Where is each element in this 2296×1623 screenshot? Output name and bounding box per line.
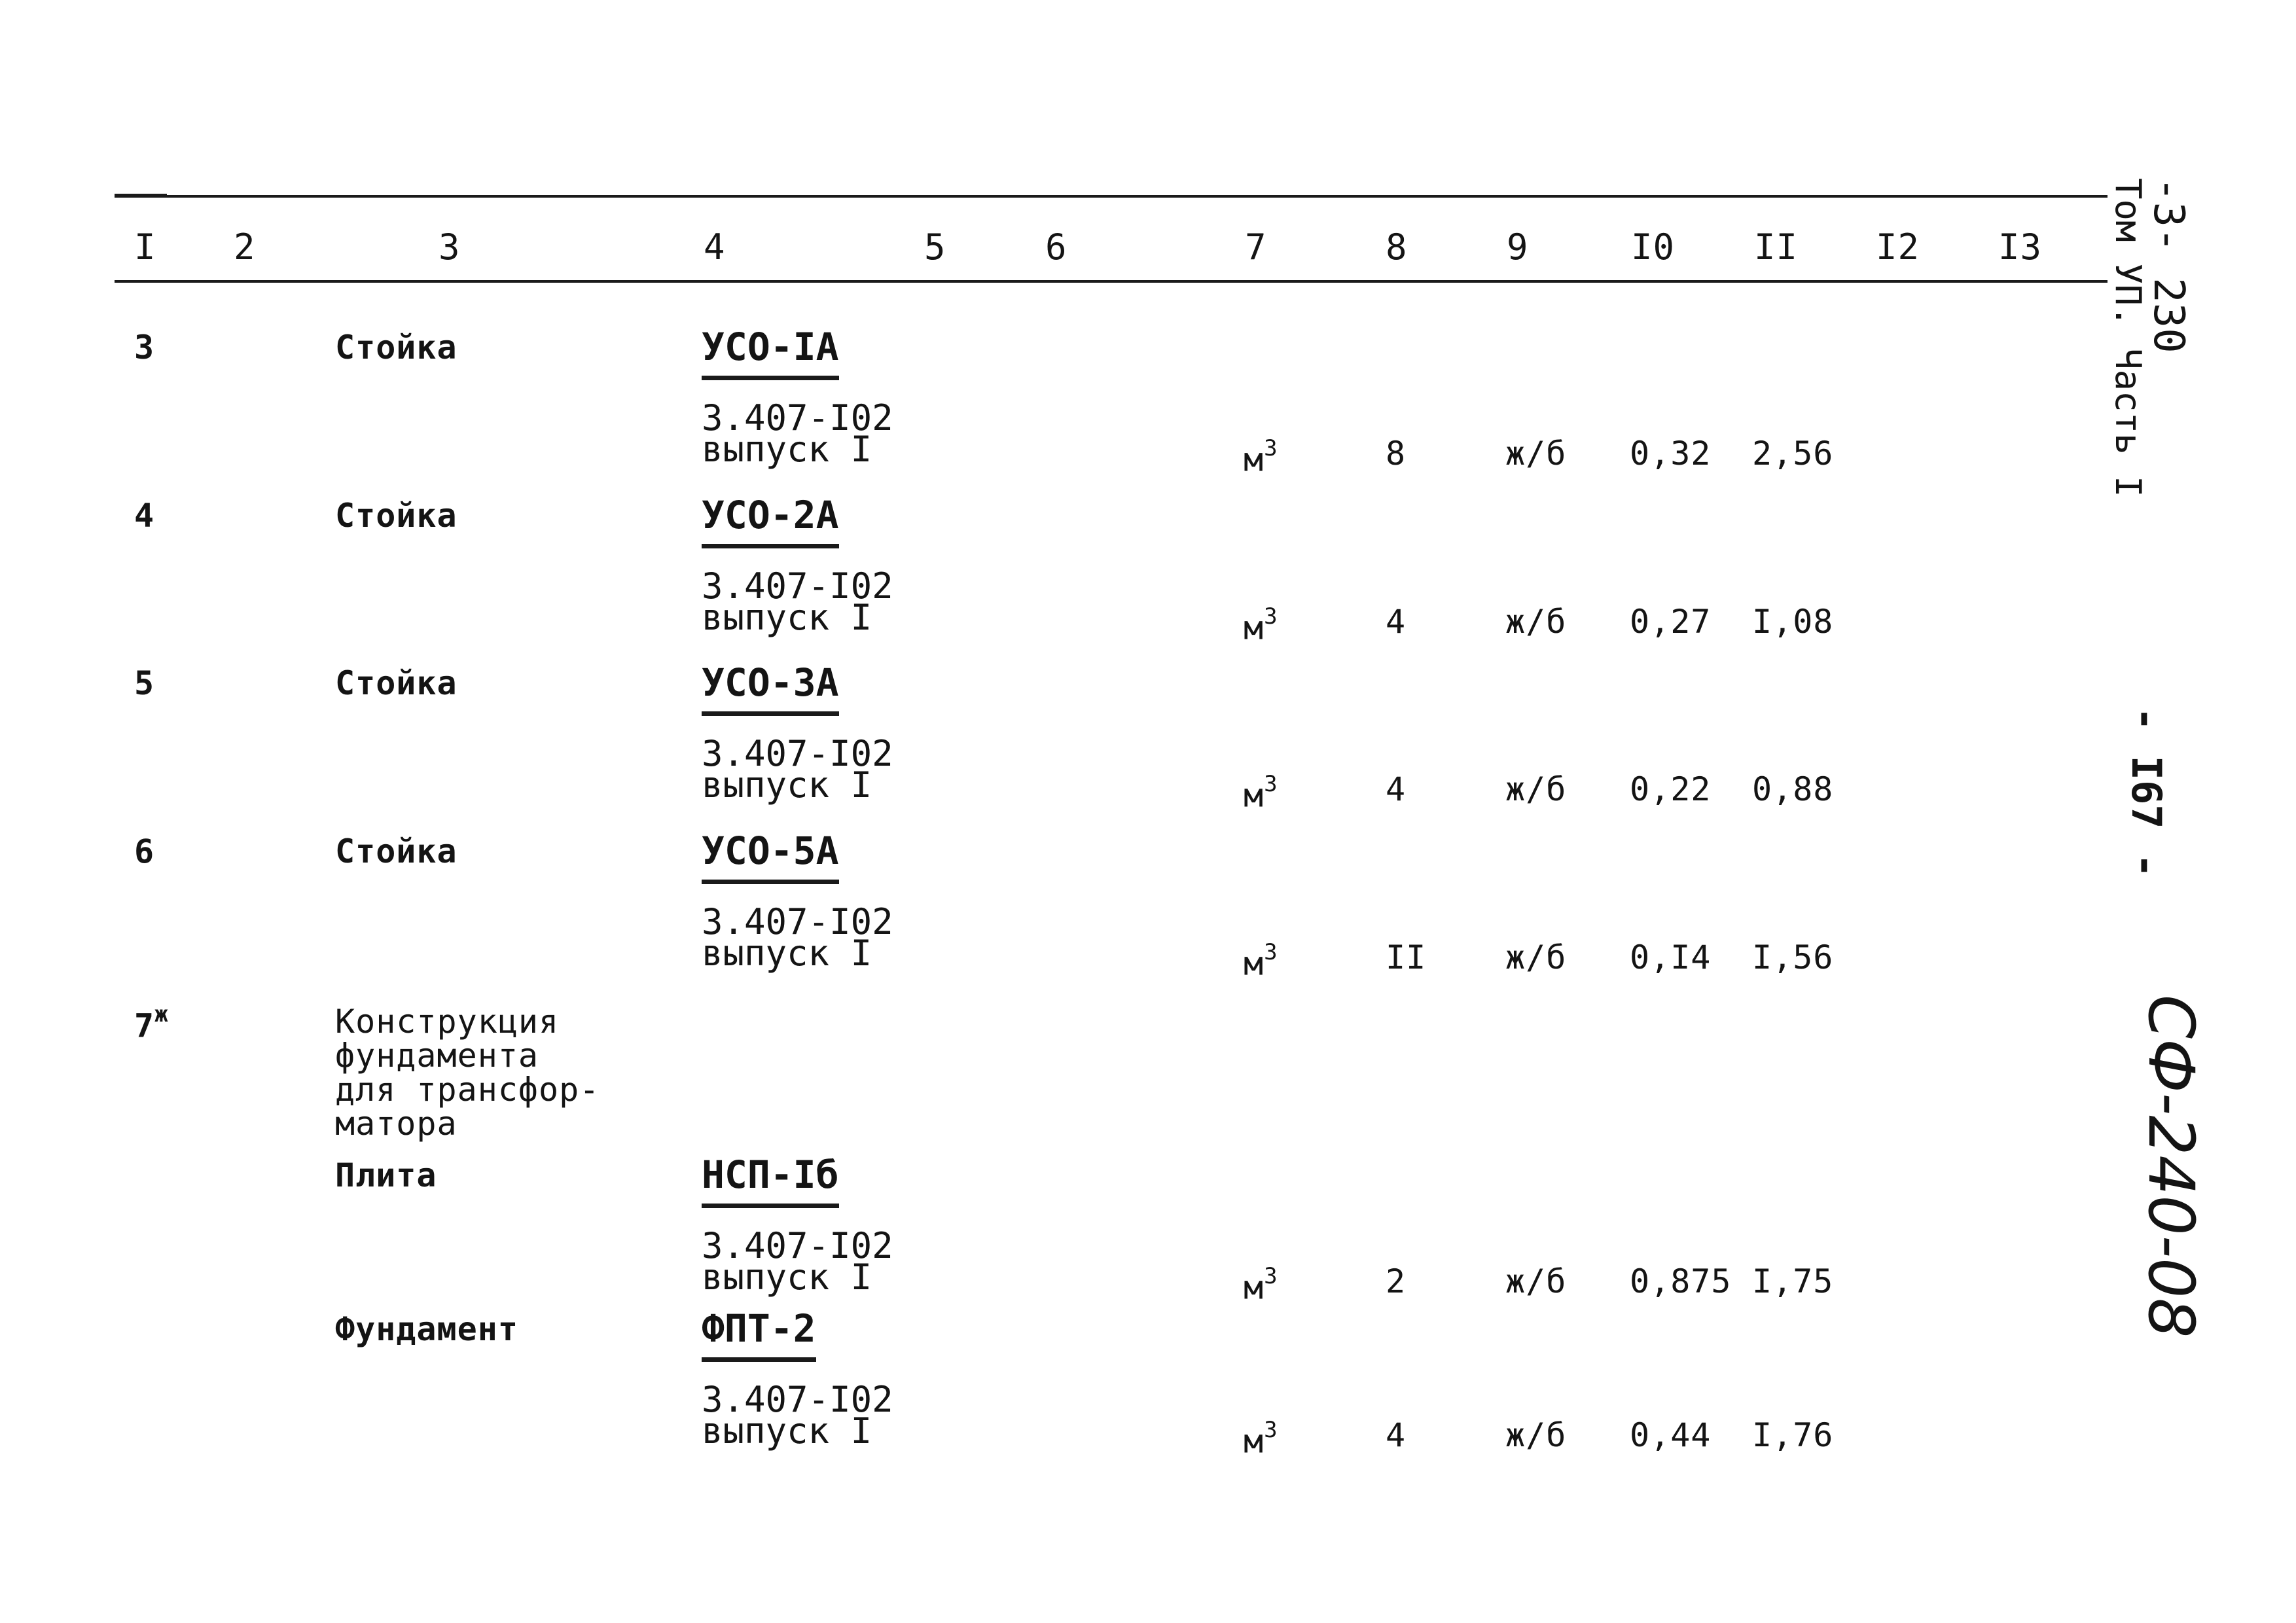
top-rule-left-tick	[115, 194, 167, 198]
unit-volume: 0,I4	[1630, 938, 1712, 976]
total-volume: 0,88	[1752, 770, 1834, 808]
row-number: 4	[134, 497, 155, 535]
unit-volume: 0,875	[1630, 1262, 1732, 1300]
header-col-4: 4	[704, 226, 726, 268]
unit-cell: $м^3$	[1244, 603, 1278, 647]
item-name: Стойка	[335, 664, 457, 702]
header-col-8: 8	[1386, 226, 1408, 268]
quantity: II	[1386, 938, 1427, 976]
total-volume: I,75	[1752, 1262, 1834, 1300]
row-number: 3	[134, 329, 155, 366]
item-series: 3.407-I02 выпуск I	[702, 901, 893, 974]
row-number: 6	[134, 832, 155, 870]
group-name: Конструкция фундамента для трансфор- матора	[335, 1003, 600, 1143]
quantity: 8	[1386, 435, 1407, 473]
header-col-1: I	[134, 226, 156, 268]
quantity: 2	[1386, 1262, 1407, 1300]
item-series: 3.407-I02 выпуск I	[702, 565, 893, 638]
item-mark: ФПТ-2	[702, 1309, 816, 1362]
unit-cell: $м^3$	[1244, 1263, 1278, 1307]
total-volume: 2,56	[1752, 435, 1834, 473]
header-col-9: 9	[1507, 226, 1529, 268]
item-name: Фундамент	[335, 1310, 518, 1348]
top-rule	[115, 195, 2108, 198]
header-col-12: I2	[1876, 226, 1920, 268]
material: ж/б	[1505, 938, 1567, 976]
material: ж/б	[1505, 770, 1567, 808]
header-col-6: 6	[1045, 226, 1067, 268]
document-reference: -3- 230	[2144, 177, 2193, 353]
row-number: 5	[134, 664, 155, 702]
group-number: $7^ж$	[134, 1001, 169, 1045]
unit-cell: $м^3$	[1244, 939, 1278, 983]
quantity: 4	[1386, 770, 1407, 808]
header-col-3: 3	[439, 226, 461, 268]
unit-volume: 0,27	[1630, 603, 1712, 641]
total-volume: I,76	[1752, 1416, 1834, 1454]
item-mark: УСО-5А	[702, 831, 839, 884]
item-series: 3.407-I02 выпуск I	[702, 1379, 893, 1452]
item-mark: НСП-Iб	[702, 1155, 839, 1208]
item-mark: УСО-2А	[702, 495, 839, 548]
material: ж/б	[1505, 435, 1567, 473]
quantity: 4	[1386, 603, 1407, 641]
header-col-13: I3	[1998, 226, 2043, 268]
item-name: Стойка	[335, 329, 457, 366]
unit-cell: $м^3$	[1244, 771, 1278, 815]
item-series: 3.407-I02 выпуск I	[702, 397, 893, 470]
unit-volume: 0,32	[1630, 435, 1712, 473]
item-name: Стойка	[335, 832, 457, 870]
header-col-10: I0	[1631, 226, 1676, 268]
unit-volume: 0,22	[1630, 770, 1712, 808]
quantity: 4	[1386, 1416, 1407, 1454]
item-mark: УСО-IА	[702, 327, 839, 380]
item-name: Плита	[335, 1156, 437, 1194]
header-bottom-rule	[115, 280, 2108, 283]
total-volume: I,56	[1752, 938, 1834, 976]
handwritten-stamp: СФ-240-08	[2134, 995, 2208, 1338]
header-col-11: II	[1754, 226, 1799, 268]
item-series: 3.407-I02 выпуск I	[702, 733, 893, 806]
item-mark: УСО-3А	[702, 663, 839, 716]
total-volume: I,08	[1752, 603, 1834, 641]
item-name: Стойка	[335, 497, 457, 535]
unit-cell: $м^3$	[1244, 435, 1278, 479]
page-number: - I67 -	[2123, 707, 2170, 878]
header-col-2: 2	[234, 226, 256, 268]
item-series: 3.407-I02 выпуск I	[702, 1225, 893, 1298]
unit-volume: 0,44	[1630, 1416, 1712, 1454]
material: ж/б	[1505, 603, 1567, 641]
unit-cell: $м^3$	[1244, 1417, 1278, 1461]
volume-part-label: Том УП. Часть I	[2108, 178, 2149, 497]
material: ж/б	[1505, 1416, 1567, 1454]
material: ж/б	[1505, 1262, 1567, 1300]
header-col-5: 5	[924, 226, 946, 268]
header-col-7: 7	[1245, 226, 1267, 268]
